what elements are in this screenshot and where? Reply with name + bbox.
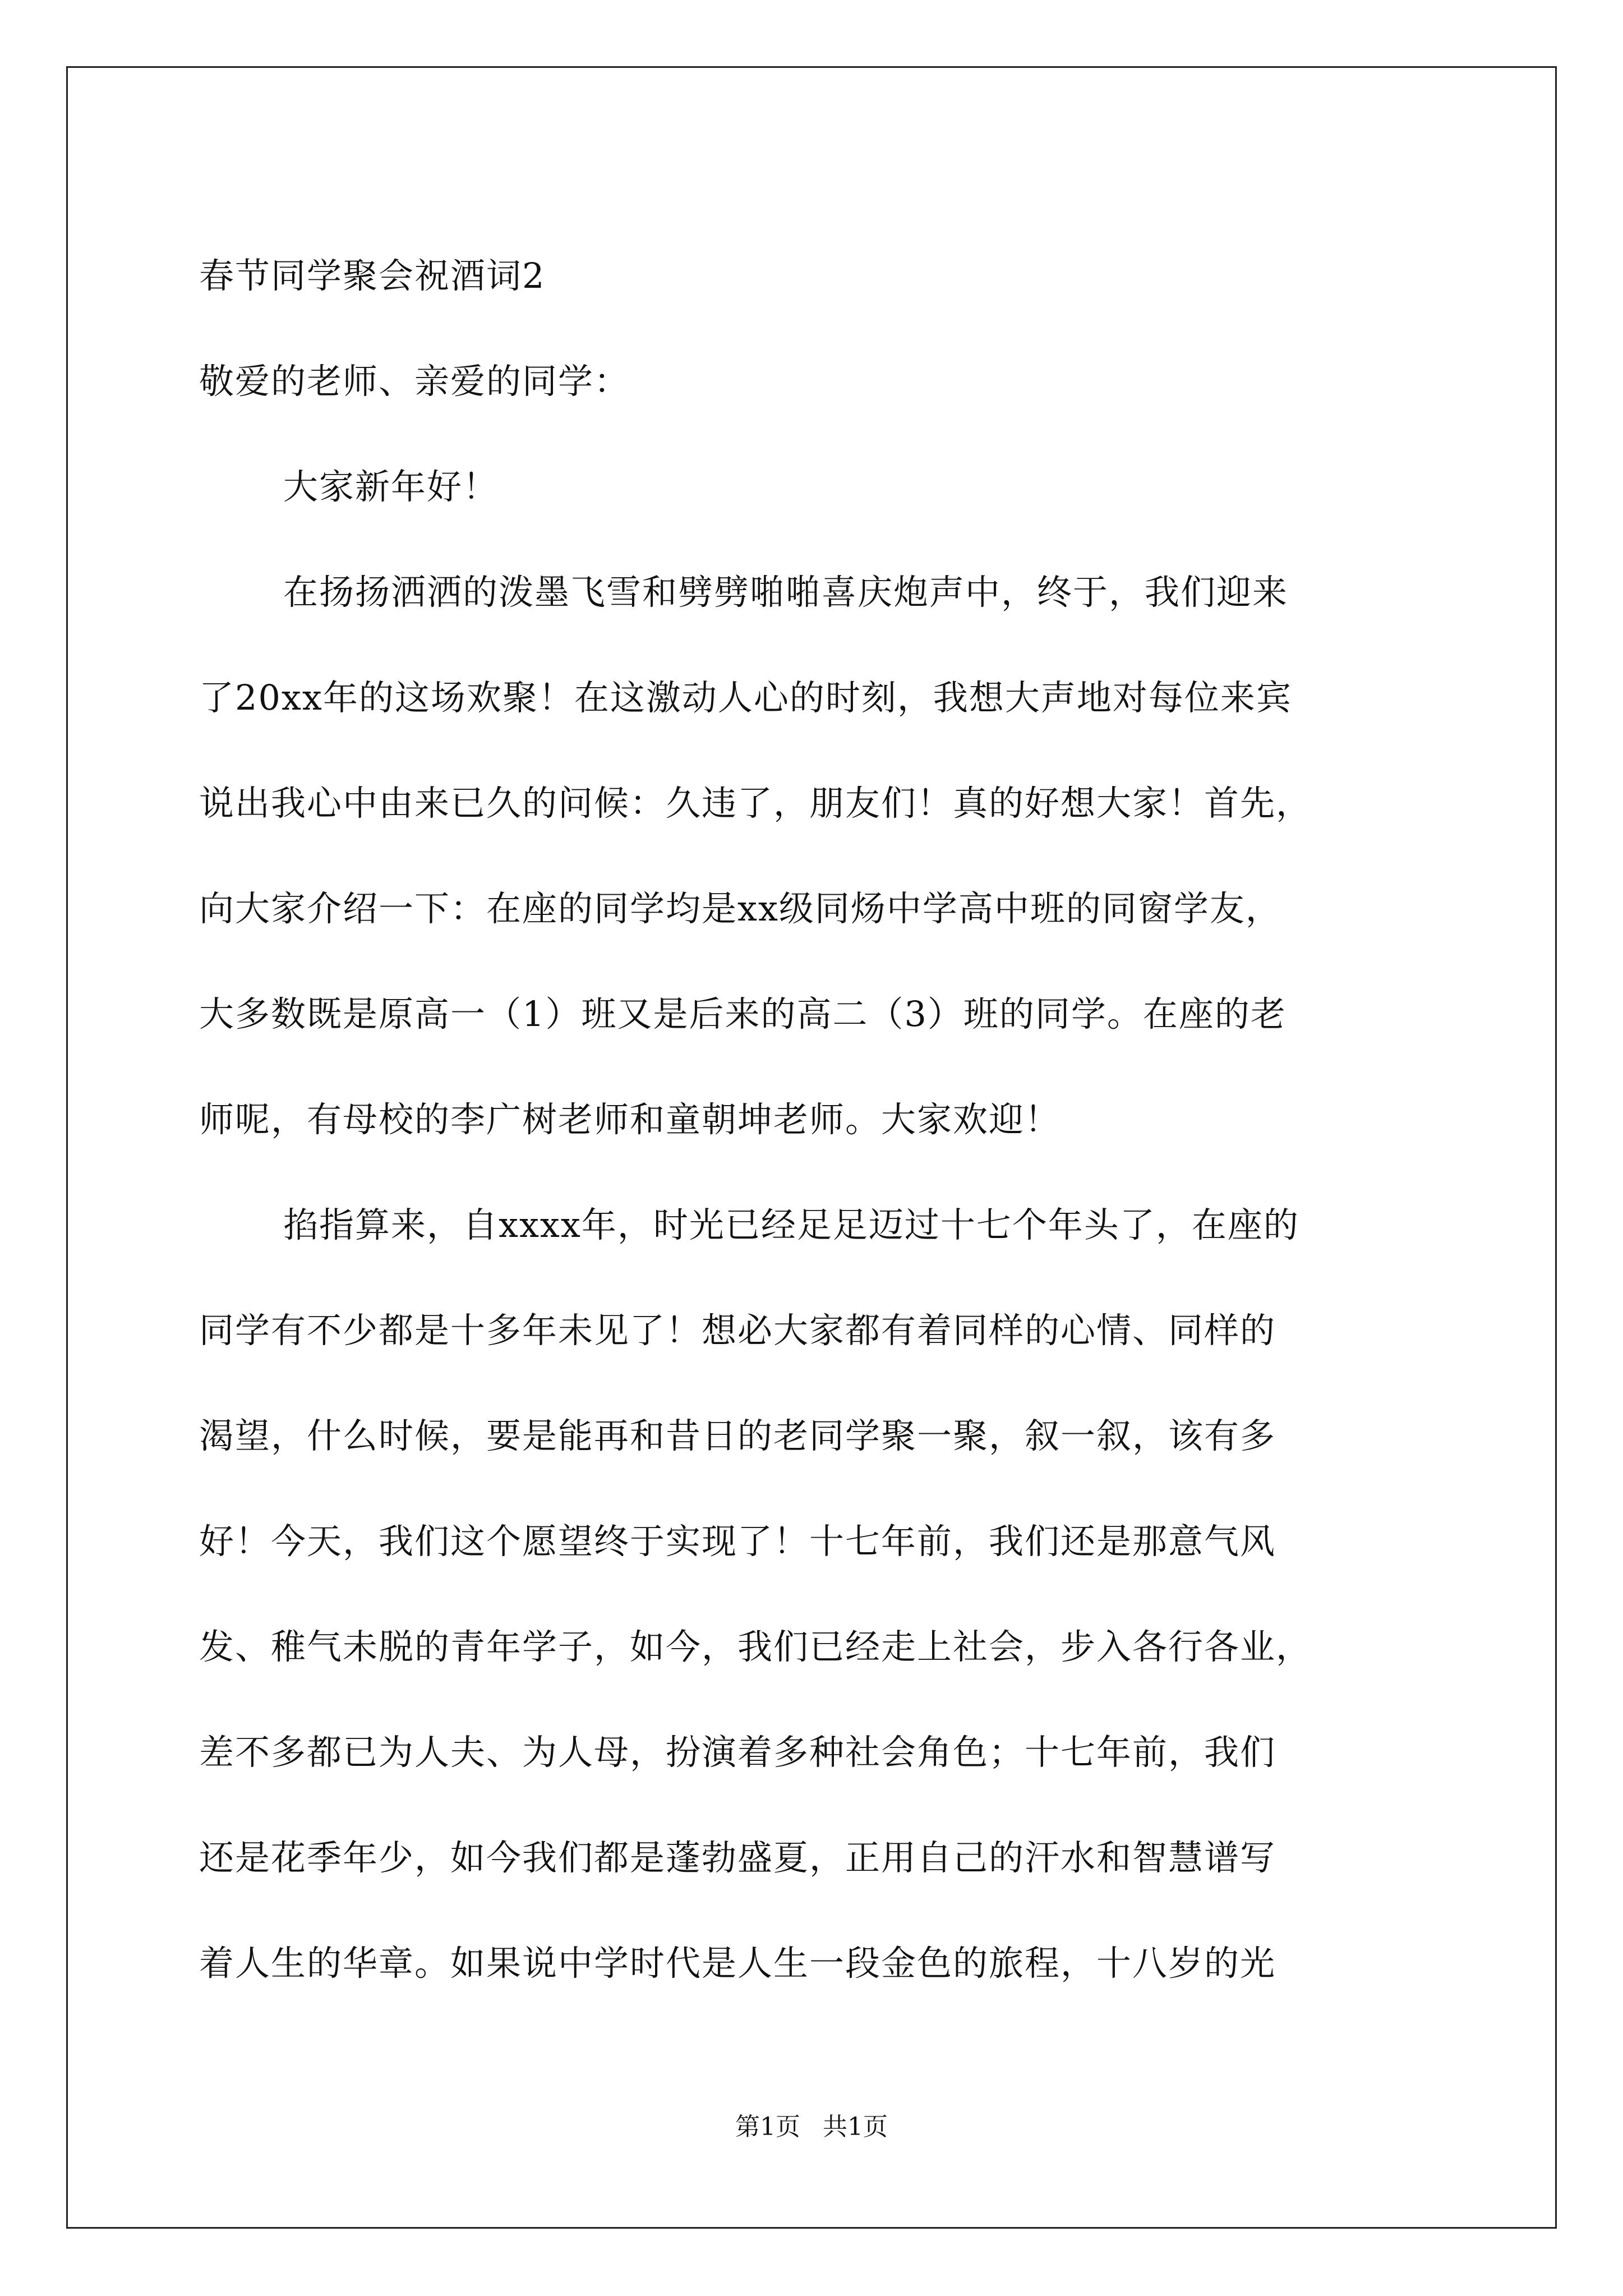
text-line: 同学有不少都是十多年未见了！想必大家都有着同样的心情、同样的 xyxy=(199,1310,1276,1351)
text-line: 大家新年好！ xyxy=(283,466,499,507)
text-line: 还是花季年少，如今我们都是蓬勃盛夏，正用自己的汗水和智慧谱写 xyxy=(199,1837,1276,1878)
salutation: 敬爱的老师、亲爱的同学： xyxy=(199,361,630,402)
text-line: 好！今天，我们这个愿望终于实现了！十七年前，我们还是那意气风 xyxy=(199,1521,1276,1562)
document-body xyxy=(199,223,1455,2016)
page-number: 第1页 xyxy=(735,2113,800,2141)
text-line: 掐指算来，自xxxx年，时光已经足足迈过十七个年头了，在座的 xyxy=(283,1204,1299,1245)
text-line: 向大家介绍一下：在座的同学均是xx级同炀中学高中班的同窗学友， xyxy=(199,888,1281,929)
text-line: 师呢，有母校的李广树老师和童朝坤老师。大家欢迎！ xyxy=(199,1099,1061,1140)
text-line: 渴望，什么时候，要是能再和昔日的老同学聚一聚，叙一叙，该有多 xyxy=(199,1415,1276,1456)
page-footer xyxy=(0,2106,1623,2142)
text-line: 在扬扬洒洒的泼墨飞雪和劈劈啪啪喜庆炮声中，终于，我们迎来 xyxy=(283,572,1289,613)
text-line: 着人生的华章。如果说中学时代是人生一段金色的旅程，十八岁的光 xyxy=(199,1943,1276,1984)
text-line: 大多数既是原高一（1）班又是后来的高二（3）班的同学。在座的老 xyxy=(199,993,1287,1034)
text-line: 了20xx年的这场欢聚！在这激动人心的时刻，我想大声地对每位来宾 xyxy=(199,677,1292,718)
text-line: 说出我心中由来已久的问候：久违了，朋友们！真的好想大家！首先， xyxy=(199,783,1312,823)
page-total: 共1页 xyxy=(823,2113,888,2141)
paragraph-lines xyxy=(199,434,1455,2016)
text-line: 差不多都已为人夫、为人母，扮演着多种社会角色；十七年前，我们 xyxy=(199,1732,1276,1773)
document-title: 春节同学聚会祝酒词2 xyxy=(199,255,546,296)
text-line: 发、稚气未脱的青年学子，如今，我们已经走上社会，步入各行各业， xyxy=(199,1626,1312,1667)
